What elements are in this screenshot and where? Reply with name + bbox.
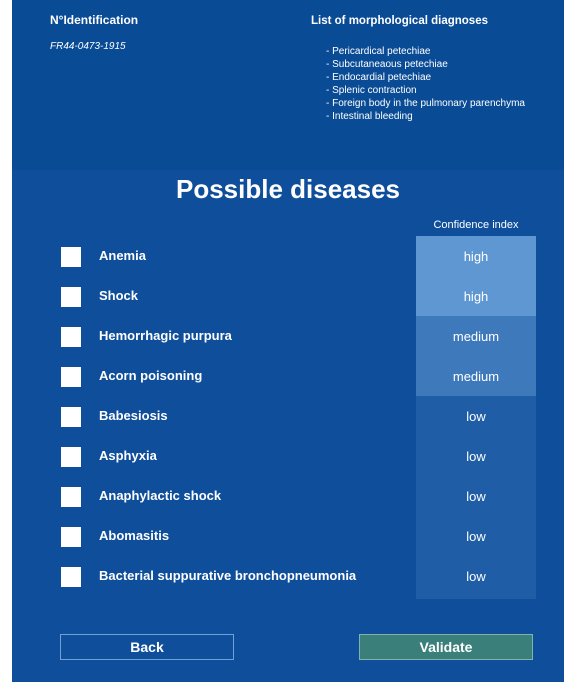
disease-label: Anemia [99,248,146,263]
identification-title: N°Identification [50,13,139,27]
disease-row [12,276,564,316]
app-frame [12,0,564,682]
diagnosis-item: - Splenic contraction [326,85,417,96]
disease-checkbox[interactable] [61,567,81,587]
disease-label: Bacterial suppurative bronchopneumonia [99,568,357,583]
confidence-value: low [466,488,486,504]
back-button[interactable]: Back [60,634,234,660]
diagnosis-item: - Foreign body in the pulmonary parenchyma [326,98,525,109]
diagnosis-item: - Subcutaneaous petechiae [326,59,448,70]
disease-checkbox[interactable] [61,527,81,547]
identification-value: FR44-0473-1915 [50,41,126,52]
disease-checkbox[interactable] [61,367,81,387]
disease-checkbox[interactable] [61,327,81,347]
disease-label: Asphyxia [99,448,157,463]
disease-checkbox[interactable] [61,247,81,267]
disease-row [12,476,564,516]
disease-label: Acorn poisoning [99,368,203,383]
diagnoses-list [326,45,525,123]
disease-row [12,236,564,276]
confidence-value: low [466,528,486,544]
disease-checkbox[interactable] [61,447,81,467]
confidence-value: high [416,276,536,316]
disease-row [12,316,564,356]
disease-label: Babesiosis [99,408,168,423]
diagnosis-item: - Endocardial petechiae [326,72,432,83]
confidence-value: low [466,448,486,464]
validate-button[interactable]: Validate [359,634,533,660]
disease-label: Abomasitis [99,528,170,543]
disease-checkbox[interactable] [61,487,81,507]
disease-row [12,436,564,476]
page-title: Possible diseases [175,174,401,204]
header-panel [12,0,564,170]
diagnosis-item: - Pericardical petechiae [326,46,431,57]
confidence-value: high [416,236,536,276]
disease-checkbox[interactable] [61,407,81,427]
disease-checkbox[interactable] [61,287,81,307]
diagnoses-title: List of morphological diagnoses [311,15,488,27]
disease-label: Anaphylactic shock [99,488,222,503]
disease-row [12,356,564,396]
disease-row [12,516,564,556]
diagnosis-item: - Intestinal bleeding [326,111,413,122]
confidence-value: medium [416,316,536,356]
confidence-value: low [466,408,486,424]
disease-label: Shock [99,288,139,303]
disease-row [12,556,564,596]
disease-label: Hemorrhagic purpura [99,328,232,343]
disease-row [12,396,564,436]
confidence-value: low [466,568,486,584]
confidence-header: Confidence index [433,219,519,231]
confidence-value: medium [416,356,536,396]
